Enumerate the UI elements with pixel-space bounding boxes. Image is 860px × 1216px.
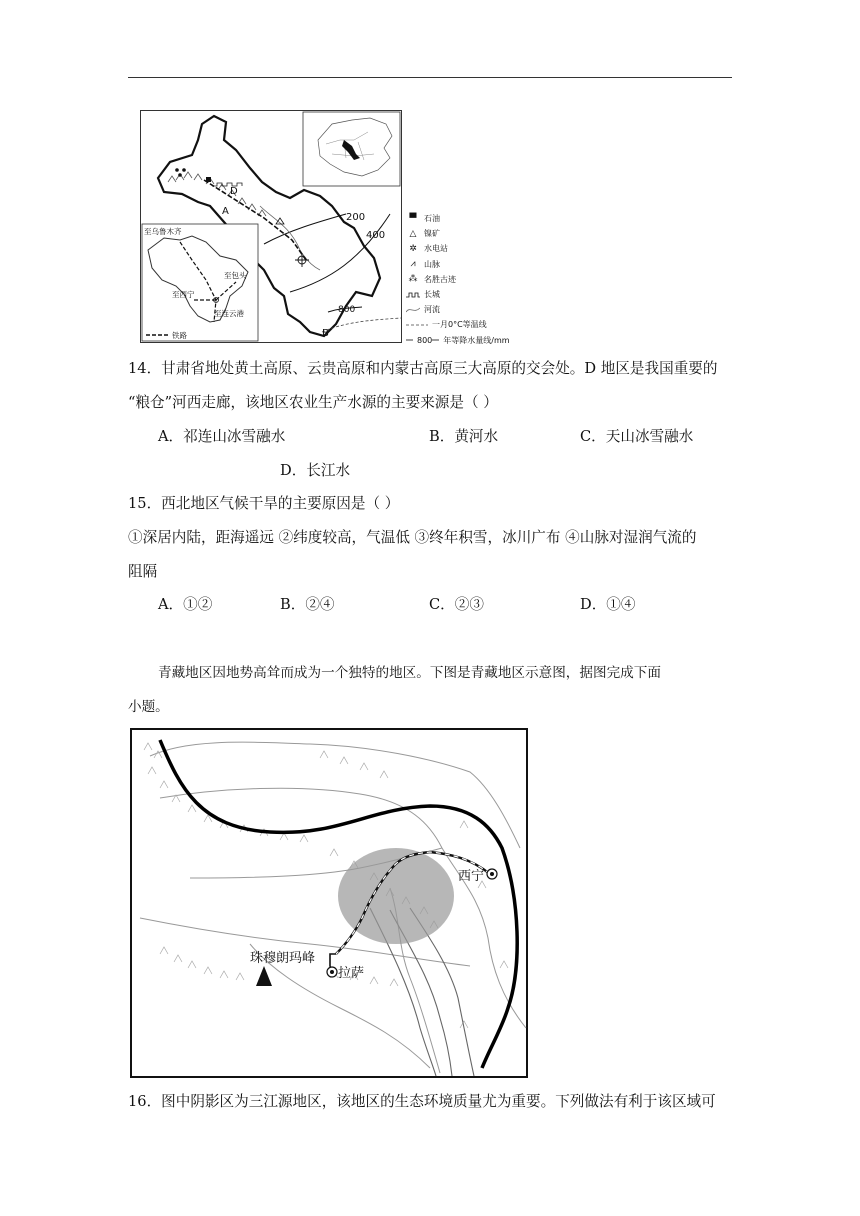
header-rule: [128, 77, 732, 78]
map-legend: [406, 211, 526, 348]
point-a-label: A: [222, 206, 229, 217]
legend-oil: [406, 211, 526, 226]
legend-oil-label: 石油: [424, 214, 440, 224]
inset-railway: 铁路: [172, 331, 187, 340]
mountain-icon: ⩘: [410, 259, 416, 270]
legend-great-wall: [406, 287, 526, 302]
legend-isotherm: [406, 317, 526, 332]
lhasa-marker: [327, 967, 337, 977]
q14-option-c[interactable]: C．天山冰雪融水: [580, 428, 694, 445]
great-wall-icon: [406, 291, 420, 299]
qinghai-tibet-map: [130, 728, 528, 1078]
lhasa-label: 拉萨: [338, 966, 365, 981]
legend-isohyet-mark: 800: [417, 335, 433, 345]
legend-mountain: [406, 257, 526, 272]
solid-line-icon: [432, 336, 439, 344]
xining-label: 西宁: [458, 869, 485, 884]
legend-relics: [406, 272, 526, 287]
legend-mountain-label: 山脉: [424, 259, 440, 269]
legend-isohyet: [406, 333, 526, 348]
solid-line-icon: [406, 336, 413, 344]
inset-urumqi: 至乌鲁木齐: [144, 227, 182, 236]
q15-option-b[interactable]: B．②④: [280, 596, 335, 613]
everest-label: 珠穆朗玛峰: [250, 951, 316, 966]
isohyet-800-label: 800: [338, 305, 356, 315]
inset-lianyungang: 至连云港: [214, 309, 244, 318]
river-icon: [406, 306, 420, 314]
q15-option-c[interactable]: C．②③: [429, 596, 484, 613]
legend-isohyet-label: 年等降水量线/mm: [443, 335, 510, 345]
q14-line1: 14．甘肃省地处黄土高原、云贵高原和内蒙古高原三大高原的交会处。D 地区是我国重要的: [128, 360, 718, 377]
q14-option-b[interactable]: B．黄河水: [429, 428, 499, 445]
legend-nickel: [406, 226, 526, 241]
legend-river: [406, 302, 526, 317]
dots-icon: ⁂: [408, 274, 418, 285]
gansu-map: [140, 110, 402, 343]
legend-hydro-label: 水电站: [424, 244, 448, 254]
inset-baotou: 至包头: [224, 271, 247, 280]
oil-icon: ▀: [409, 213, 417, 224]
legend-great-wall-label: 长城: [424, 290, 440, 300]
q15-option-d[interactable]: D．①④: [580, 596, 636, 613]
legend-isotherm-label: 一月0°C等温线: [432, 320, 487, 330]
intro-line2: 小题。: [128, 699, 169, 715]
q15-line3: 阻隔: [128, 563, 158, 580]
legend-nickel-label: 镍矿: [424, 229, 440, 239]
intro-line1: 青藏地区因地势高耸而成为一个独特的地区。下图是青藏地区示意图，据图完成下面: [158, 665, 661, 681]
legend-river-label: 河流: [424, 305, 440, 315]
gear-icon: ✲: [409, 243, 417, 254]
legend-hydro: [406, 241, 526, 256]
q16-line1: 16．图中阴影区为三江源地区，该地区的生态环境质量尤为重要。下列做法有利于该区域可: [128, 1093, 716, 1110]
isohyet-400-label: 400: [366, 230, 386, 241]
q15-line1: 15．西北地区气候干旱的主要原因是（ ）: [128, 495, 400, 512]
point-d-label: D: [230, 186, 238, 197]
q14-option-d[interactable]: D．长江水: [280, 462, 351, 479]
xining-marker: [487, 869, 497, 879]
dashed-line-icon: [406, 321, 428, 329]
point-b-label: B: [322, 328, 329, 339]
q14-option-a[interactable]: A．祁连山冰雪融水: [158, 428, 286, 445]
isohyet-200-label: 200: [346, 212, 366, 223]
q15-option-a[interactable]: A．①②: [158, 596, 213, 613]
q14-line2: “粮仓”河西走廊，该地区农业生产水源的主要来源是（ ）: [128, 394, 498, 411]
legend-relics-label: 名胜古迹: [424, 274, 456, 284]
triangle-icon: △: [409, 228, 417, 239]
q15-line2: ①深居内陆，距海遥远 ②纬度较高，气温低 ③终年积雪，冰川广布 ④山脉对湿润气流的: [128, 529, 697, 546]
inset-xining: 至西宁: [172, 290, 195, 299]
